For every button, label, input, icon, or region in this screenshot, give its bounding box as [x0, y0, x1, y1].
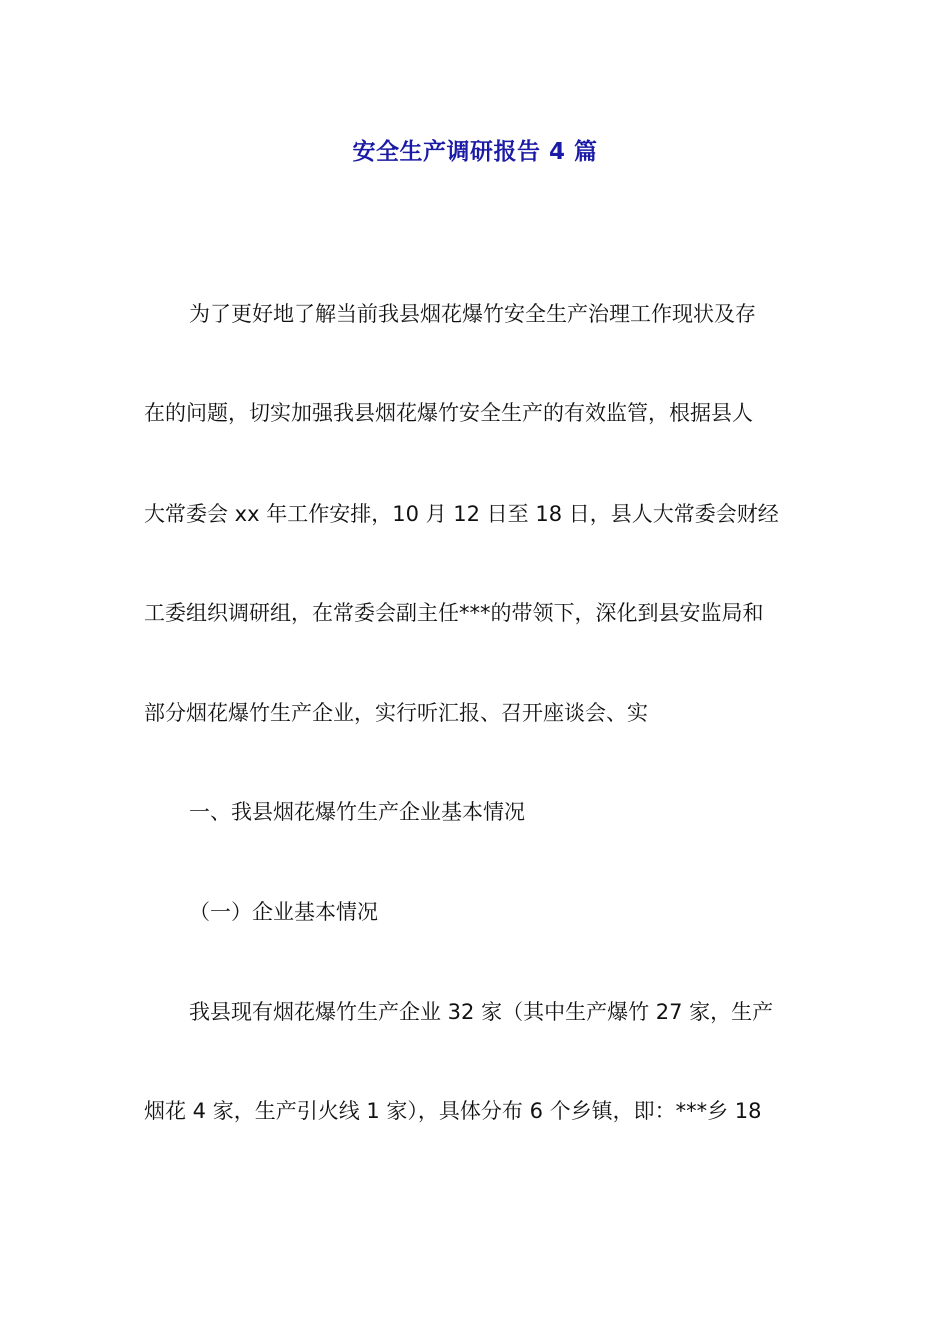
paragraph-line-5: 部分烟花爆竹生产企业，实行听汇报、召开座谈会、实 — [144, 701, 648, 725]
subsection-heading: （一）企业基本情况 — [189, 900, 378, 924]
paragraph-line-3: 大常委会 xx 年工作安排，10 月 12 日至 18 日，县人大常委会财经 — [144, 502, 779, 526]
paragraph-line-6: 我县现有烟花爆竹生产企业 32 家（其中生产爆竹 27 家，生产 — [189, 1000, 774, 1024]
paragraph-line-4: 工委组织调研组，在常委会副主任***的带领下，深化到县安监局和 — [144, 601, 764, 625]
document-title: 安全生产调研报告 4 篇 — [352, 139, 598, 165]
paragraph-line-2: 在的问题，切实加强我县烟花爆竹安全生产的有效监管，根据县人 — [144, 401, 753, 425]
paragraph-line-7: 烟花 4 家，生产引火线 1 家），具体分布 6 个乡镇，即：***乡 18 — [144, 1099, 762, 1123]
paragraph-line-1: 为了更好地了解当前我县烟花爆竹安全生产治理工作现状及存 — [189, 302, 756, 326]
section-heading: 一、我县烟花爆竹生产企业基本情况 — [189, 800, 525, 824]
